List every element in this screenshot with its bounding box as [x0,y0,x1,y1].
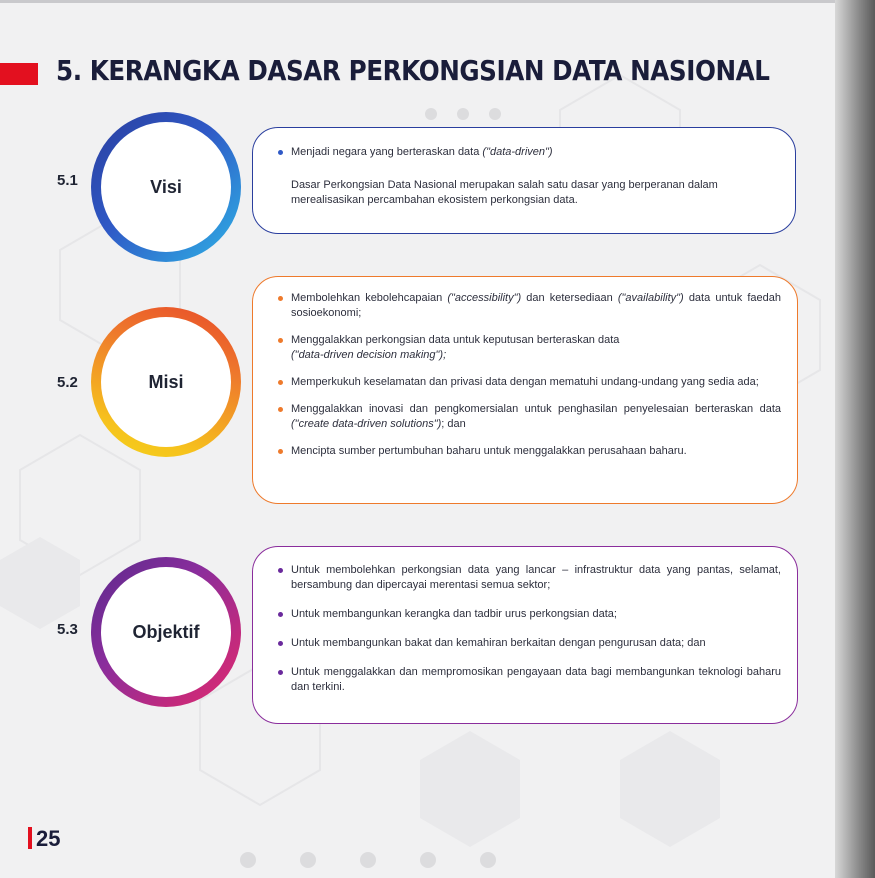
bullet-icon [278,407,283,412]
visi-list [277,145,765,160]
objektif-item [277,563,781,593]
page-edge-shadow [835,0,875,878]
objektif-item [277,665,781,695]
bullet-icon [278,150,283,155]
title-accent-bar [0,63,38,85]
misi-list [277,291,781,459]
top-border-line [0,0,875,3]
misi-item-text: Memperkukuh keselamatan dan privasi data dengan mematuhi undang-undang yang sedia ada; [291,376,759,388]
bullet-icon [278,338,283,343]
misi-item-em: ("data-driven decision making"); [291,349,447,361]
bullet-icon [278,568,283,573]
objektif-item-text: Untuk membangunkan kerangka dan tadbir urus perkongsian data; [291,608,617,620]
page-number-text: 25 [36,826,61,851]
objektif-item-text: Untuk menggalakkan dan mempromosikan pengayaan data bagi membangunkan teknologi baharu dan terkini. [291,666,781,693]
section-number-visi: 5.1 [57,172,78,189]
visi-paragraph: Dasar Perkongsian Data Nasional merupakan salah satu dasar yang berperanan dalam merealisasikan percambahan ekosistem perkongsian data. [291,179,718,206]
objektif-item [277,607,781,622]
visi-item-text: Menjadi negara yang berteraskan data [291,146,483,158]
bullet-icon [278,449,283,454]
objektif-item [277,636,781,651]
visi-item-em: ("data-driven") [482,146,553,158]
objektif-label: Objektif [101,567,231,697]
misi-item-text: Mencipta sumber pertumbuhan baharu untuk menggalakkan perusahaan baharu. [291,445,687,457]
misi-label: Misi [101,317,231,447]
misi-item-em: ("create data-driven solutions") [291,418,442,430]
page-number [28,826,60,852]
misi-item-text: Membolehkan kebolehcapaian [291,292,448,304]
bullet-icon [278,670,283,675]
page-title: 5. KERANGKA DASAR PERKONGSIAN DATA NASIONAL [56,54,770,87]
visi-box [252,127,796,234]
bullet-icon [278,612,283,617]
page-number-accent-bar [28,827,32,849]
objektif-item-text: Untuk membangunkan bakat dan kemahiran berkaitan dengan pengurusan data; dan [291,637,706,649]
objektif-box [252,546,798,724]
bullet-icon [278,296,283,301]
misi-circle [91,307,241,457]
misi-item [277,444,781,459]
visi-label: Visi [101,122,231,252]
misi-item-em: ("availability") [617,292,684,304]
misi-item [277,402,781,432]
misi-item [277,333,781,363]
misi-item-text: dan ketersediaan [521,292,618,304]
misi-item [277,375,781,390]
misi-item-text: data untuk faedah sosioekonomi; [291,292,781,319]
objektif-circle [91,557,241,707]
misi-item-em: ("accessibility") [447,292,522,304]
visi-circle [91,112,241,262]
misi-item-text: Menggalakkan perkongsian data untuk keputusan berteraskan data [291,334,620,346]
bullet-icon [278,641,283,646]
misi-box [252,276,798,504]
objektif-list [277,563,781,695]
misi-item-text: ; dan [441,418,466,430]
section-number-objektif: 5.3 [57,621,78,638]
misi-item-text: Menggalakkan inovasi dan pengkomersialan untuk penghasilan penyelesaian berteraskan data [291,403,781,415]
visi-item [277,145,765,160]
bullet-icon [278,380,283,385]
misi-item [277,291,781,321]
section-number-misi: 5.2 [57,374,78,391]
objektif-item-text: Untuk membolehkan perkongsian data yang lancar – infrastruktur data yang pantas, selamat, bersambung dan dipercayai merentasi semua sektor; [291,564,781,591]
